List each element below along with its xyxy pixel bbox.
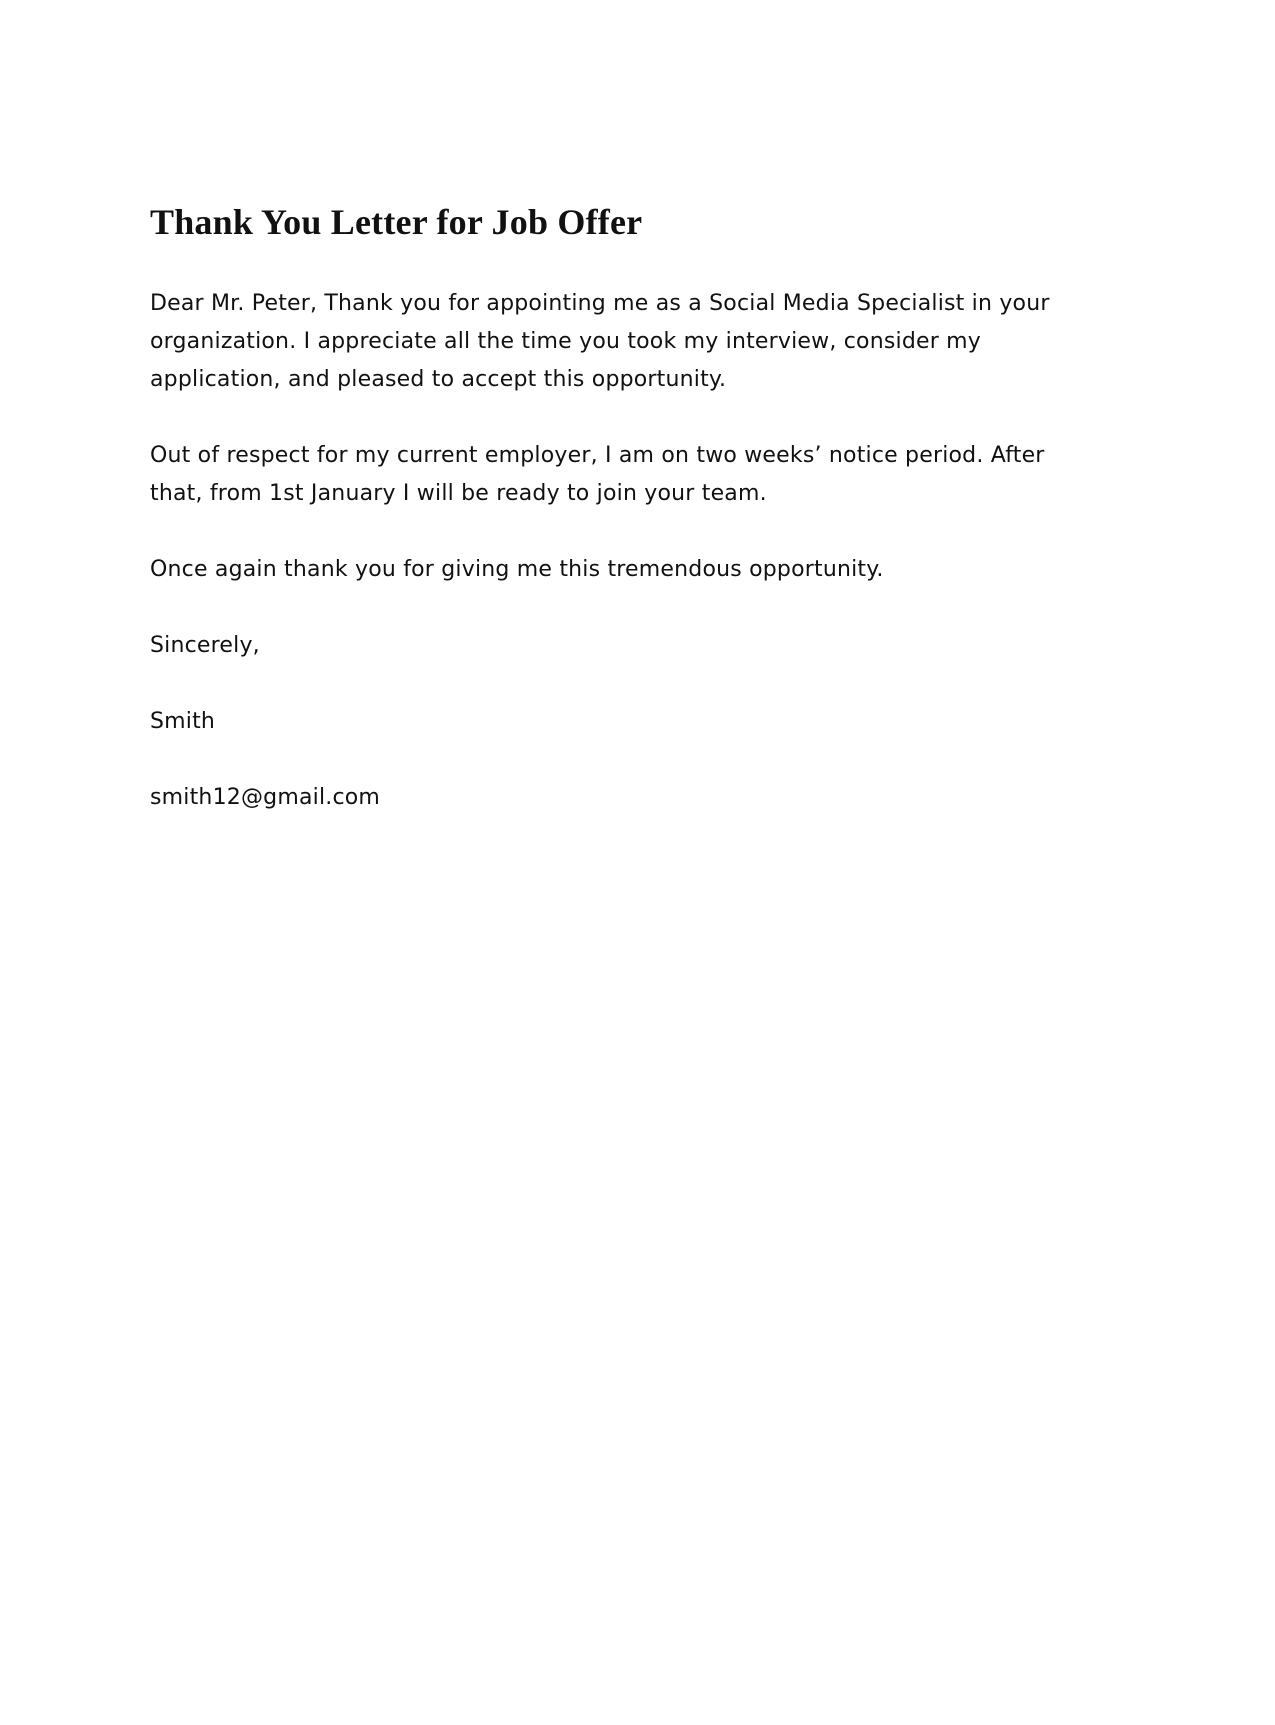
paragraph-thanks: Once again thank you for giving me this tremendous opportunity. [150,557,884,582]
paragraph-notice-period: Out of respect for my current employer, I am on two weeks’ notice period. After that, from 1st January I will be ready to join your team. [150,443,1045,506]
closing-line: Sincerely, [150,633,260,658]
email-address: smith12@gmail.com [150,785,381,810]
signature-name: Smith [150,709,216,734]
letter-body [150,198,1090,855]
paragraph-greeting: Dear Mr. Peter, Thank you for appointing me as a Social Media Specialist in your organization. I appreciate all the time you took my interview, consider my application, and pleased to accept this opportunity. [150,291,1050,392]
letter-title: Thank You Letter for Job Offer [150,202,643,242]
